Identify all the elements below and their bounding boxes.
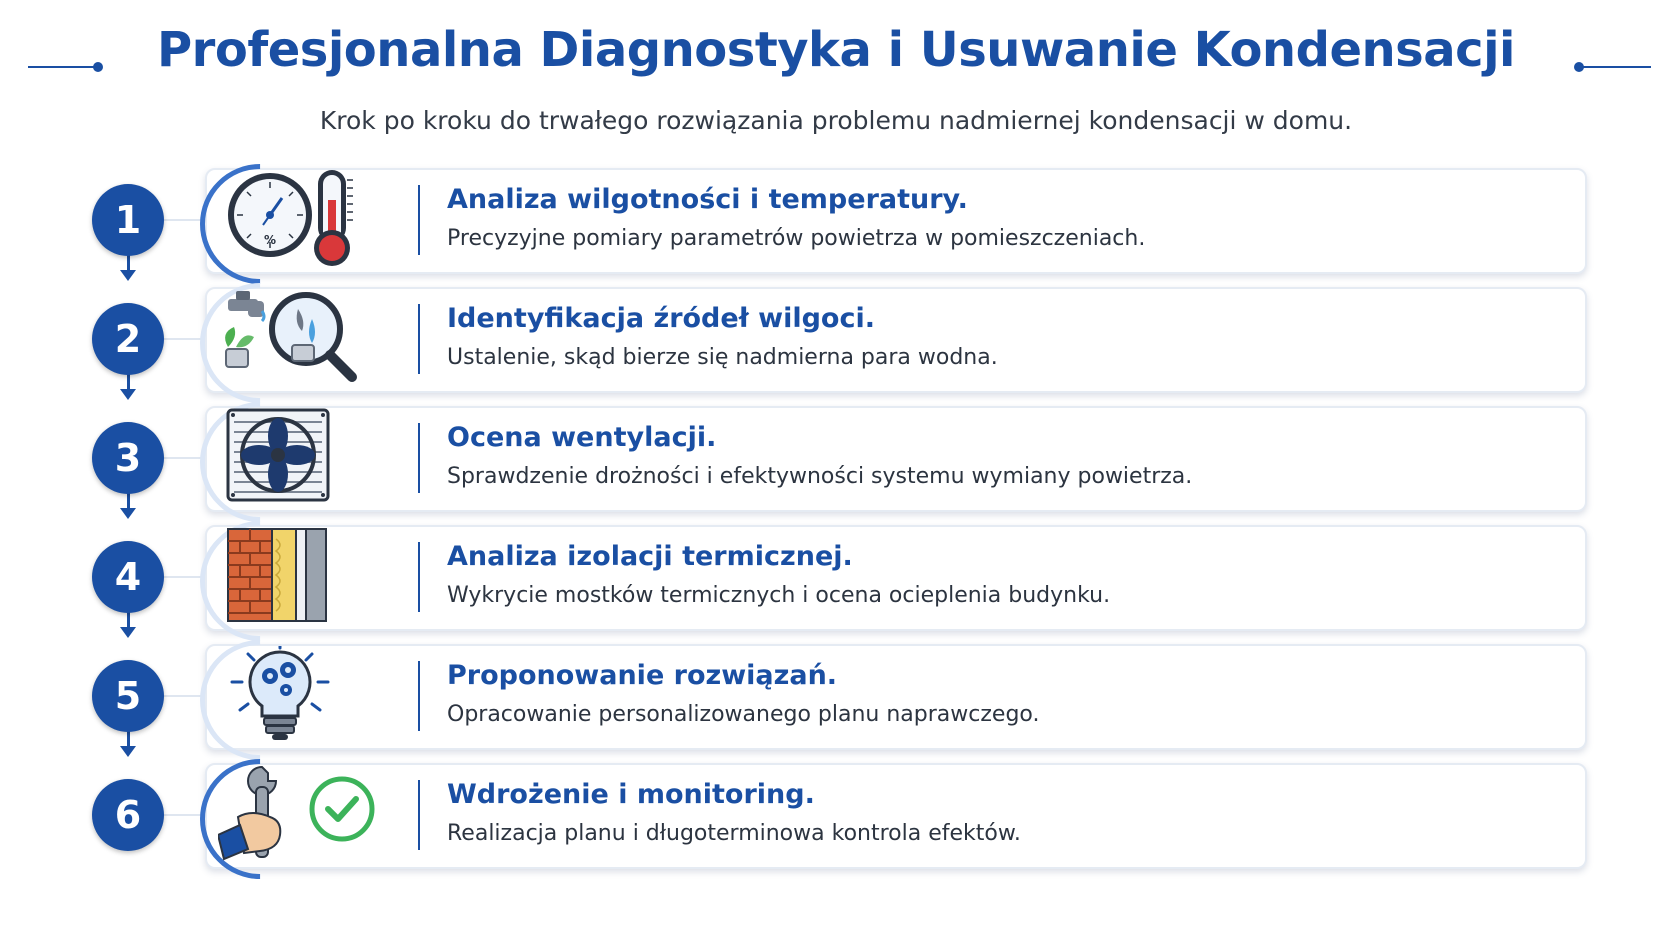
step-description: Ustalenie, skąd bierze się nadmierna para wodna. (447, 345, 998, 370)
step-number: 3 (92, 422, 164, 494)
step-description: Opracowanie personalizowanego planu naprawczego. (447, 702, 1040, 727)
wrench-hand-icon (218, 767, 280, 859)
step-icons (218, 646, 398, 746)
step-title: Analiza izolacji termicznej. (447, 541, 853, 572)
step-title: Proponowanie rozwiązań. (447, 660, 838, 691)
step-divider (418, 423, 420, 493)
plant-icon (225, 327, 254, 367)
step-card (205, 644, 1587, 750)
step-connector (164, 219, 204, 221)
step-title: Analiza wilgotności i temperatury. (447, 184, 968, 215)
step-icons (218, 289, 398, 389)
magnifier-icon (272, 295, 352, 377)
step-description: Wykrycie mostków termicznych i ocena ocieplenia budynku. (447, 583, 1111, 608)
step-number: 5 (92, 660, 164, 732)
step-card (205, 287, 1587, 393)
step-card (205, 406, 1587, 512)
wall-insulation-icon (228, 529, 326, 621)
step-title: Wdrożenie i monitoring. (447, 779, 815, 810)
step-connector (164, 338, 204, 340)
step-card (205, 525, 1587, 631)
step-divider (418, 661, 420, 731)
step-divider (418, 304, 420, 374)
step-title: Ocena wentylacji. (447, 422, 717, 453)
step-icons (218, 408, 398, 508)
step-title: Identyfikacja źródeł wilgoci. (447, 303, 875, 334)
step-description: Realizacja planu i długoterminowa kontrola efektów. (447, 821, 1021, 846)
checkmark-icon (312, 779, 372, 839)
step-connector (164, 576, 204, 578)
hygrometer-unit: % (263, 233, 277, 247)
step-description: Precyzyjne pomiary parametrów powietrza w pomieszczeniach. (447, 226, 1146, 251)
step-description: Sprawdzenie drożności i efektywności systemu wymiany powietrza. (447, 464, 1193, 489)
step-number: 1 (92, 184, 164, 256)
step-5 (0, 642, 1672, 752)
step-3 (0, 404, 1672, 514)
step-card (205, 763, 1587, 869)
step-2 (0, 285, 1672, 395)
thermometer-icon (314, 170, 353, 266)
hygrometer-icon (228, 173, 312, 257)
step-icons (218, 527, 398, 627)
step-connector (164, 814, 204, 816)
step-icons (218, 765, 398, 865)
step-divider (418, 780, 420, 850)
lightbulb-gears-icon (232, 646, 328, 740)
page-title: Profesjonalna Diagnostyka i Usuwanie Kondensacji (157, 22, 1515, 78)
step-number: 6 (92, 779, 164, 851)
step-icons (218, 170, 398, 270)
step-4 (0, 523, 1672, 633)
page-subtitle: Krok po kroku do trwałego rozwiązania problemu nadmiernej kondensacji w domu. (319, 106, 1353, 135)
step-number: 4 (92, 541, 164, 613)
ventilation-fan-icon (228, 410, 328, 500)
step-number: 2 (92, 303, 164, 375)
faucet-icon (228, 291, 264, 321)
step-connector (164, 695, 204, 697)
step-connector (164, 457, 204, 459)
step-divider (418, 185, 420, 255)
step-divider (418, 542, 420, 612)
step-1 (0, 166, 1672, 276)
step-6 (0, 761, 1672, 871)
